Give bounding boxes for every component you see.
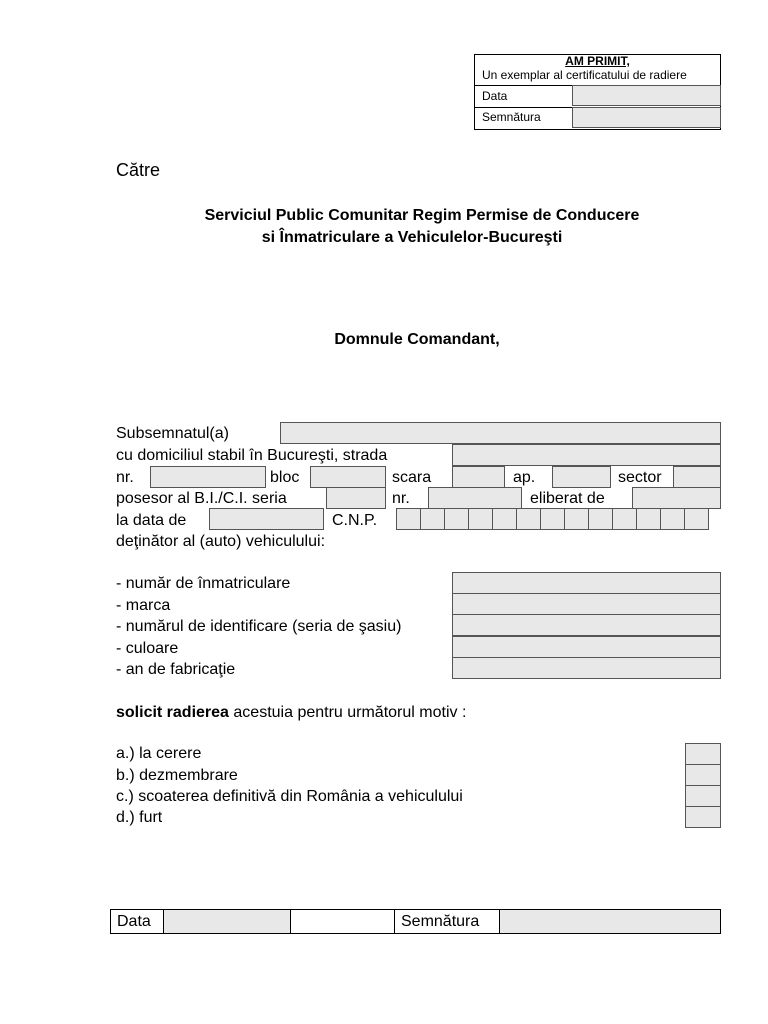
vehicle-item-color: - culoare [116, 640, 179, 657]
registration-field[interactable] [452, 572, 721, 594]
recipient-line-1: Serviciul Public Comunitar Regim Permise de Conducere [204, 207, 640, 224]
receipt-signature-label: Semnătura [482, 110, 541, 124]
receipt-date-field[interactable] [572, 85, 721, 106]
vehicle-item-year: - an de fabricaţie [116, 661, 236, 678]
street-number-field[interactable] [150, 466, 266, 488]
posesor-label: posesor al B.I./C.I. seria [116, 490, 287, 507]
footer-table [110, 909, 721, 934]
id-series-field[interactable] [326, 487, 386, 509]
receipt-title: AM PRIMIT, [565, 54, 630, 68]
name-field[interactable] [280, 422, 721, 444]
la-data-label: la data de [116, 512, 187, 529]
request-rest: acestuia pentru următorul motiv : [228, 704, 467, 721]
reason-a-checkbox[interactable] [685, 743, 721, 765]
receipt-date-label: Data [482, 89, 508, 103]
reason-c-checkbox[interactable] [685, 785, 721, 807]
domiciliu-label: cu domiciliul stabil în Bucureşti, strada [116, 447, 388, 464]
cnp-digit-box[interactable] [444, 508, 469, 530]
ap-label: ap. [513, 469, 536, 486]
salutation: Domnule Comandant, [334, 331, 500, 348]
make-field[interactable] [452, 593, 721, 615]
cnp-digit-box[interactable] [420, 508, 445, 530]
cnp-digit-box[interactable] [516, 508, 541, 530]
cnp-digit-box[interactable] [540, 508, 565, 530]
footer-date-label: Data [111, 910, 164, 933]
reason-d: d.) furt [116, 809, 163, 826]
issued-by-field[interactable] [632, 487, 721, 509]
footer-signature-label: Semnătura [395, 910, 500, 933]
receipt-box [474, 54, 721, 130]
receipt-signature-field[interactable] [572, 107, 721, 128]
scara-label: scara [392, 469, 432, 486]
request-bold: solicit radierea [116, 704, 229, 721]
cnp-digit-box[interactable] [684, 508, 709, 530]
bloc-field[interactable] [310, 466, 386, 488]
bloc-label: bloc [270, 469, 300, 486]
request-text [116, 703, 466, 723]
cnp-digit-box[interactable] [588, 508, 613, 530]
sector-label: sector [618, 469, 662, 486]
vin-field[interactable] [452, 614, 721, 636]
cnp-digit-box[interactable] [636, 508, 661, 530]
reason-b: b.) dezmembrare [116, 767, 238, 784]
footer-signature-field[interactable] [500, 910, 720, 933]
cnp-digit-box[interactable] [468, 508, 493, 530]
vehicle-item-make: - marca [116, 597, 171, 614]
vehicle-item-registration: - număr de înmatriculare [116, 575, 291, 592]
eliberat-label: eliberat de [530, 490, 605, 507]
cnp-digit-box[interactable] [660, 508, 685, 530]
cnp-label: C.N.P. [332, 512, 378, 529]
reason-b-checkbox[interactable] [685, 764, 721, 786]
cnp-digit-box[interactable] [492, 508, 517, 530]
catre-label: Către [116, 160, 161, 180]
subsemnatul-label: Subsemnatul(a) [116, 425, 229, 442]
reason-d-checkbox[interactable] [685, 806, 721, 828]
recipient-line-2: si Înmatriculare a Vehiculelor-Bucureşti [261, 229, 563, 246]
footer-blank-cell [291, 910, 395, 933]
detinator-label: deţinător al (auto) vehiculului: [116, 533, 326, 550]
reason-c: c.) scoaterea definitivă din România a vehiculului [116, 788, 463, 805]
cnp-digit-box[interactable] [612, 508, 637, 530]
color-field[interactable] [452, 636, 721, 658]
cnp-digit-box[interactable] [396, 508, 421, 530]
ap-field[interactable] [552, 466, 611, 488]
reason-a: a.) la cerere [116, 745, 202, 762]
scara-field[interactable] [452, 466, 505, 488]
year-field[interactable] [452, 657, 721, 679]
id-nr-label: nr. [392, 490, 410, 507]
footer-date-field[interactable] [164, 910, 291, 933]
receipt-subtitle: Un exemplar al certificatului de radiere [482, 68, 687, 82]
sector-field[interactable] [673, 466, 721, 488]
nr-label: nr. [116, 469, 134, 486]
cnp-digit-box[interactable] [564, 508, 589, 530]
vehicle-item-vin: - numărul de identificare (seria de şasiu) [116, 618, 402, 635]
street-field[interactable] [452, 444, 721, 466]
issue-date-field[interactable] [209, 508, 324, 530]
id-number-field[interactable] [428, 487, 522, 509]
